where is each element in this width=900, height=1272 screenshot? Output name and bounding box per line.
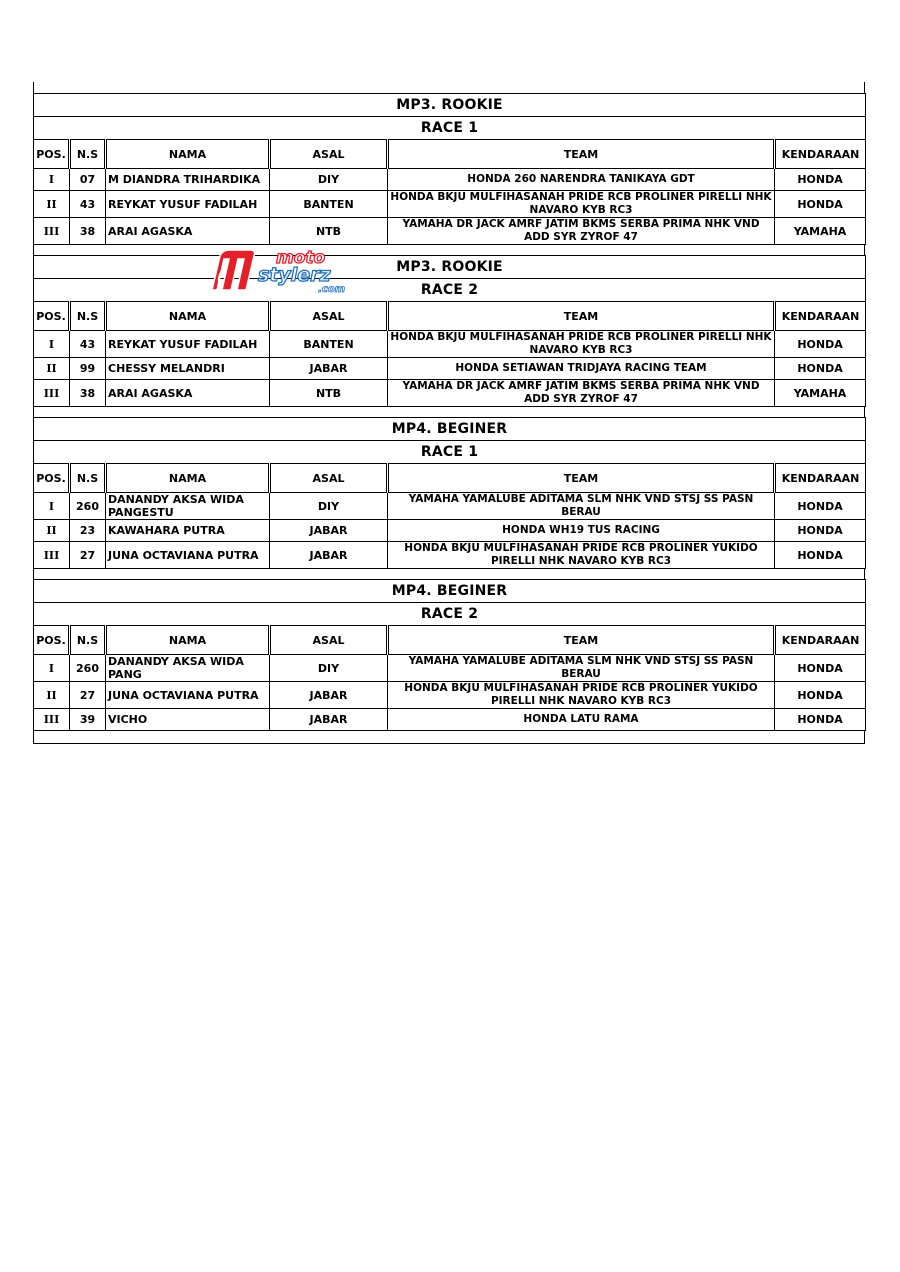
top-border-stub (33, 82, 865, 93)
cell-pos: I (34, 169, 70, 191)
cell-nama: VICHO (106, 709, 270, 731)
cell-ns: 07 (70, 169, 106, 191)
cell-asal: NTB (270, 218, 388, 245)
header-kendaraan: KENDARAAN (775, 464, 866, 493)
header-pos: POS. (34, 140, 70, 169)
section-gap (33, 245, 865, 255)
header-asal: ASAL (270, 140, 388, 169)
cell-asal: DIY (270, 655, 388, 682)
cell-kendaraan: HONDA (775, 331, 866, 358)
cell-nama: REYKAT YUSUF FADILAH (106, 191, 270, 218)
header-ns: N.S (70, 140, 106, 169)
cell-asal: JABAR (270, 520, 388, 542)
cell-nama: KAWAHARA PUTRA (106, 520, 270, 542)
class-title: MP4. BEGINER (34, 418, 866, 441)
cell-ns: 23 (70, 520, 106, 542)
result-row (34, 655, 866, 682)
cell-team: YAMAHA DR JACK AMRF JATIM BKMS SERBA PRIMA NHK VND ADD SYR ZYROF 47 (388, 380, 775, 407)
results-table (33, 417, 866, 569)
cell-team: YAMAHA DR JACK AMRF JATIM BKMS SERBA PRIMA NHK VND ADD SYR ZYROF 47 (388, 218, 775, 245)
cell-pos: I (34, 655, 70, 682)
cell-ns: 38 (70, 218, 106, 245)
header-nama: NAMA (106, 302, 270, 331)
results-table (33, 255, 866, 407)
cell-kendaraan: HONDA (775, 169, 866, 191)
class-title: MP3. ROOKIE (34, 94, 866, 117)
result-row (34, 331, 866, 358)
cell-kendaraan: HONDA (775, 191, 866, 218)
cell-pos: II (34, 358, 70, 380)
cell-pos: III (34, 380, 70, 407)
header-pos: POS. (34, 626, 70, 655)
result-row (34, 520, 866, 542)
cell-pos: I (34, 493, 70, 520)
cell-asal: NTB (270, 380, 388, 407)
header-nama: NAMA (106, 464, 270, 493)
header-kendaraan: KENDARAAN (775, 302, 866, 331)
cell-nama: REYKAT YUSUF FADILAH (106, 331, 270, 358)
motostylerz-logo (206, 246, 362, 296)
cell-kendaraan: YAMAHA (775, 380, 866, 407)
header-nama: NAMA (106, 140, 270, 169)
cell-team: YAMAHA YAMALUBE ADITAMA SLM NHK VND STSJ SS PASN BERAU (388, 655, 775, 682)
cell-nama: JUNA OCTAVIANA PUTRA (106, 542, 270, 569)
cell-ns: 43 (70, 331, 106, 358)
cell-team: HONDA BKJU MULFIHASANAH PRIDE RCB PROLINER PIRELLI NHK NAVARO KYB RC3 (388, 191, 775, 218)
result-row (34, 542, 866, 569)
results-sections (33, 93, 865, 744)
header-kendaraan: KENDARAAN (775, 626, 866, 655)
logo-word-com: .com (318, 284, 346, 295)
cell-asal: DIY (270, 169, 388, 191)
header-pos: POS. (34, 464, 70, 493)
cell-kendaraan: HONDA (775, 493, 866, 520)
cell-kendaraan: HONDA (775, 358, 866, 380)
cell-pos: II (34, 682, 70, 709)
result-row (34, 493, 866, 520)
cell-team: HONDA SETIAWAN TRIDJAYA RACING TEAM (388, 358, 775, 380)
result-row (34, 169, 866, 191)
cell-nama: JUNA OCTAVIANA PUTRA (106, 682, 270, 709)
cell-pos: II (34, 520, 70, 542)
race-title: RACE 1 (34, 117, 866, 140)
section-gap (33, 569, 865, 579)
cell-team: YAMAHA YAMALUBE ADITAMA SLM NHK VND STSJ SS PASN BERAU (388, 493, 775, 520)
cell-kendaraan: YAMAHA (775, 218, 866, 245)
result-row (34, 358, 866, 380)
cell-asal: JABAR (270, 682, 388, 709)
cell-pos: II (34, 191, 70, 218)
class-title: MP3. ROOKIE (34, 256, 866, 279)
header-pos: POS. (34, 302, 70, 331)
cell-pos: III (34, 218, 70, 245)
cell-asal: BANTEN (270, 191, 388, 218)
cell-ns: 39 (70, 709, 106, 731)
cell-asal: JABAR (270, 542, 388, 569)
cell-ns: 27 (70, 682, 106, 709)
cell-asal: JABAR (270, 358, 388, 380)
result-row (34, 682, 866, 709)
race-title: RACE 2 (34, 279, 866, 302)
cell-kendaraan: HONDA (775, 682, 866, 709)
results-table (33, 579, 866, 731)
cell-nama: CHESSY MELANDRI (106, 358, 270, 380)
race-title: RACE 1 (34, 441, 866, 464)
cell-team: HONDA BKJU MULFIHASANAH PRIDE RCB PROLINER YUKIDO PIRELLI NHK NAVARO KYB RC3 (388, 542, 775, 569)
cell-team: HONDA 260 NARENDRA TANIKAYA GDT (388, 169, 775, 191)
cell-ns: 27 (70, 542, 106, 569)
result-row (34, 191, 866, 218)
cell-pos: III (34, 542, 70, 569)
cell-nama: DANANDY AKSA WIDA PANG (106, 655, 270, 682)
cell-ns: 38 (70, 380, 106, 407)
cell-pos: I (34, 331, 70, 358)
header-team: TEAM (388, 140, 775, 169)
cell-nama: DANANDY AKSA WIDA PANGESTU (106, 493, 270, 520)
cell-kendaraan: HONDA (775, 709, 866, 731)
result-row (34, 218, 866, 245)
cell-team: HONDA BKJU MULFIHASANAH PRIDE RCB PROLINER YUKIDO PIRELLI NHK NAVARO KYB RC3 (388, 682, 775, 709)
header-ns: N.S (70, 464, 106, 493)
header-asal: ASAL (270, 464, 388, 493)
header-asal: ASAL (270, 302, 388, 331)
results-table (33, 93, 866, 245)
section-gap (33, 407, 865, 417)
cell-ns: 43 (70, 191, 106, 218)
result-row (34, 380, 866, 407)
class-title: MP4. BEGINER (34, 580, 866, 603)
cell-team: HONDA BKJU MULFIHASANAH PRIDE RCB PROLINER PIRELLI NHK NAVARO KYB RC3 (388, 331, 775, 358)
cell-ns: 260 (70, 493, 106, 520)
cell-kendaraan: HONDA (775, 520, 866, 542)
cell-team: HONDA WH19 TUS RACING (388, 520, 775, 542)
cell-nama: ARAI AGASKA (106, 218, 270, 245)
header-team: TEAM (388, 626, 775, 655)
cell-team: HONDA LATU RAMA (388, 709, 775, 731)
cell-kendaraan: HONDA (775, 542, 866, 569)
header-team: TEAM (388, 302, 775, 331)
results-sheet (33, 82, 865, 744)
cell-asal: DIY (270, 493, 388, 520)
header-kendaraan: KENDARAAN (775, 140, 866, 169)
cell-nama: ARAI AGASKA (106, 380, 270, 407)
header-nama: NAMA (106, 626, 270, 655)
cell-asal: JABAR (270, 709, 388, 731)
header-asal: ASAL (270, 626, 388, 655)
race-title: RACE 2 (34, 603, 866, 626)
cell-nama: M DIANDRA TRIHARDIKA (106, 169, 270, 191)
cell-ns: 260 (70, 655, 106, 682)
logo-word-stylerz: stylerz (258, 264, 331, 286)
cell-kendaraan: HONDA (775, 655, 866, 682)
logo-m-mark (212, 250, 255, 290)
header-team: TEAM (388, 464, 775, 493)
cell-asal: BANTEN (270, 331, 388, 358)
header-ns: N.S (70, 626, 106, 655)
header-ns: N.S (70, 302, 106, 331)
section-gap (33, 731, 865, 744)
cell-pos: III (34, 709, 70, 731)
result-row (34, 709, 866, 731)
logo-word-moto: moto (276, 248, 326, 268)
cell-ns: 99 (70, 358, 106, 380)
